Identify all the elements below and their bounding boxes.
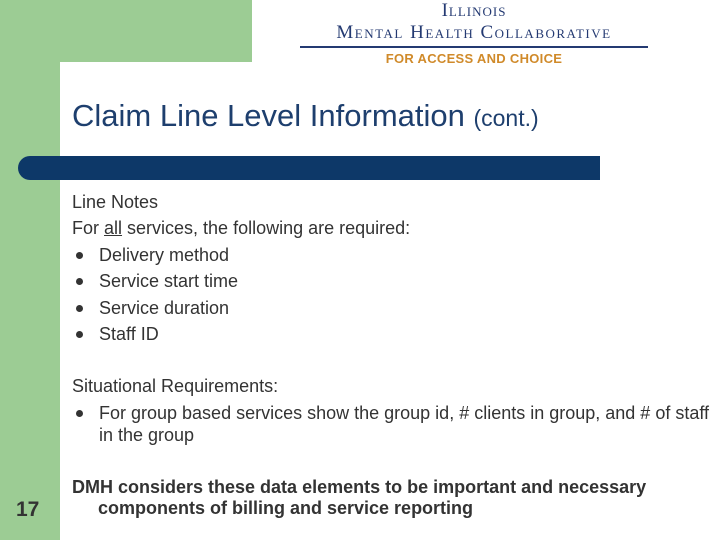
logo-divider [300, 46, 648, 48]
line-notes-heading: Line Notes [72, 192, 159, 212]
logo-line-2: Mental Health Collaborative [336, 22, 612, 43]
required-intro [72, 215, 718, 241]
green-side-bar [0, 62, 60, 540]
list-item [72, 400, 718, 446]
bullet-icon [76, 331, 83, 338]
bullet-icon [76, 278, 83, 285]
rounded-corner-decoration [60, 62, 100, 102]
closing-statement: DMH considers these data elements to be important and necessary components of billing and service reporting [72, 477, 647, 518]
bullet-icon [76, 252, 83, 259]
list-item [72, 321, 718, 347]
list-item-text: Service start time [99, 271, 239, 292]
bullet-icon [76, 410, 83, 417]
slide-body [72, 189, 718, 446]
slide-title [72, 98, 539, 134]
bullet-icon [76, 305, 83, 312]
slide-title-suffix: (cont.) [473, 105, 539, 131]
required-intro-suffix: services, the following are required: [122, 218, 411, 239]
green-header-block [0, 0, 252, 62]
situational-heading: Situational Requirements: [72, 376, 279, 397]
page-number: 17 [16, 498, 40, 521]
spacer [72, 347, 718, 373]
list-item [72, 295, 718, 321]
list-item [72, 268, 718, 294]
list-item [72, 242, 718, 268]
required-intro-underlined: all [104, 218, 123, 239]
title-underline-bar [18, 156, 600, 180]
list-item-text: Service duration [99, 297, 230, 318]
logo-tagline: FOR ACCESS AND CHOICE [385, 51, 563, 66]
list-item-text: Staff ID [99, 324, 159, 345]
required-intro-prefix: For [72, 218, 105, 239]
list-item-text: Delivery method [99, 244, 230, 265]
logo [298, 0, 650, 66]
list-item-text: For group based services show the group id, # clients in group, and # of staff in the group [99, 402, 710, 445]
slide-title-main: Claim Line Level Information [72, 98, 465, 133]
logo-line-1: Illinois [441, 0, 507, 21]
